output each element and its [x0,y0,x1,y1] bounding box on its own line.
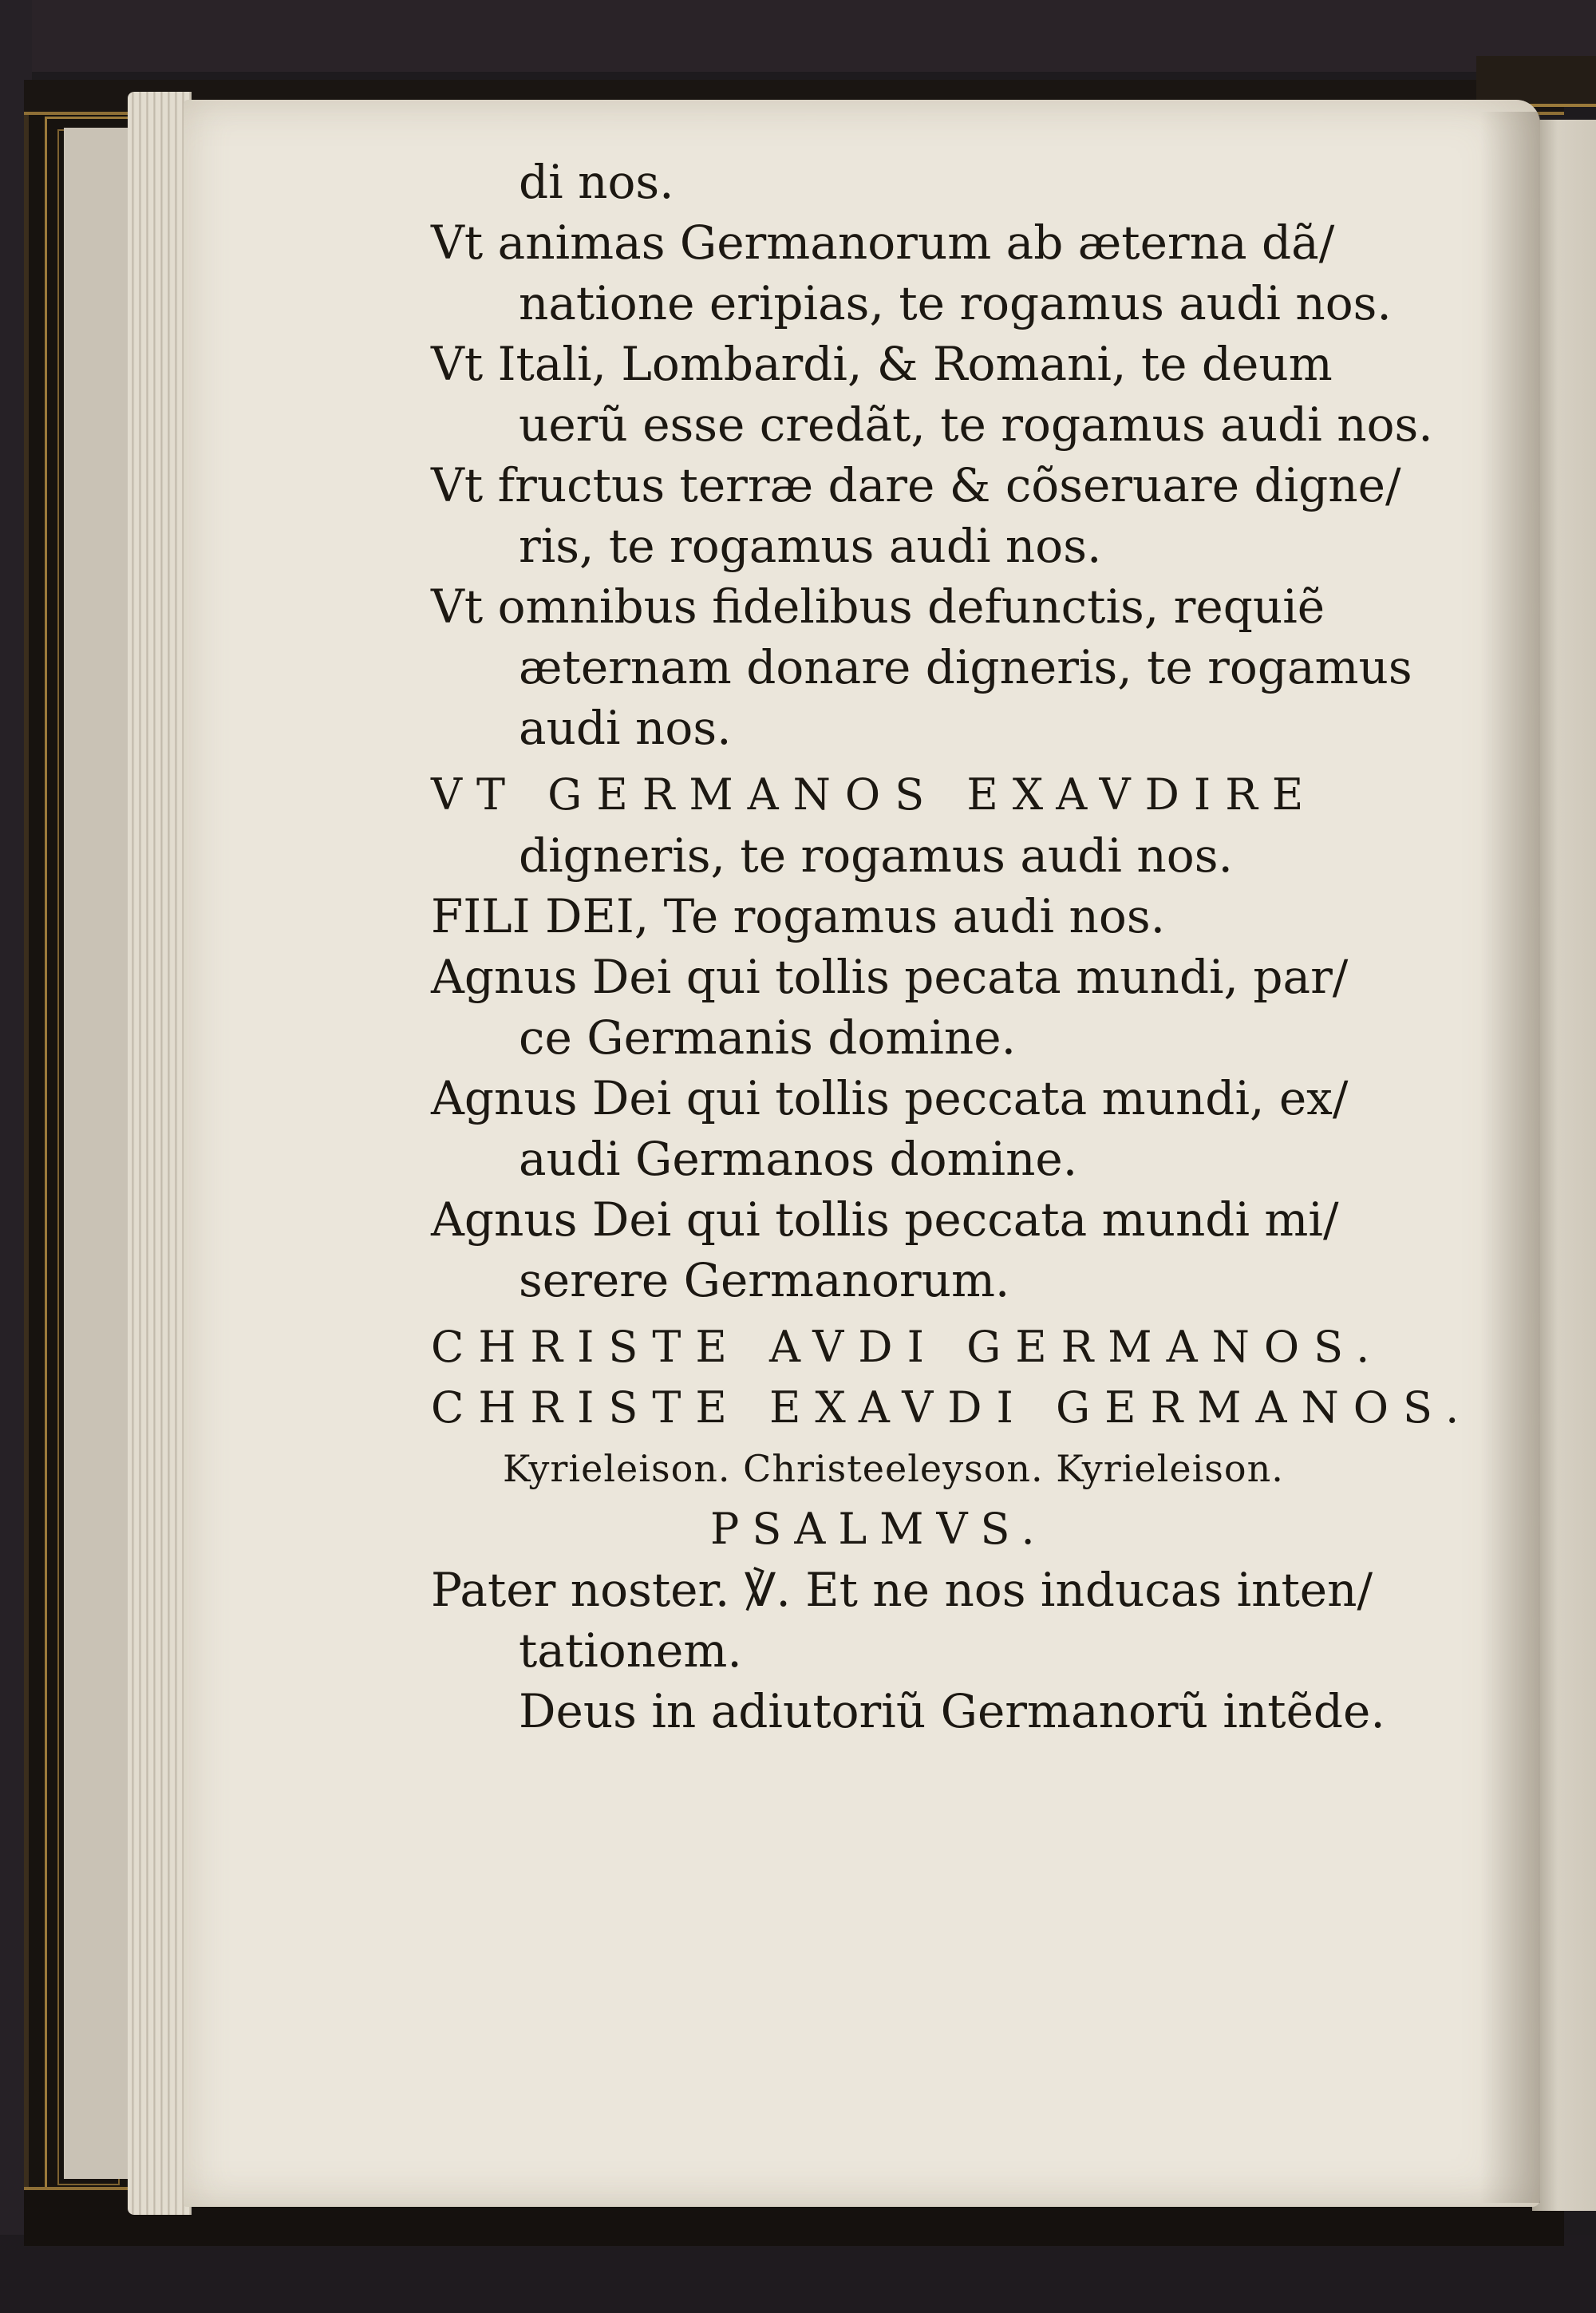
text-line: di nos. [519,155,674,209]
text-line: Vt fructus terræ dare & cõseruare digne/ [431,458,1401,512]
text-line: digneris, te rogamus audi nos. [519,828,1233,883]
text-line: Vt omnibus fidelibus defunctis, requiẽ [431,579,1325,634]
text-line-small: Kyrieleison. Christeeleyson. Kyrieleison. [503,1447,1284,1490]
text-line-caps: CHRISTE EXAVDI GERMANOS. [431,1382,1474,1433]
text-line-caps: VT GERMANOS EXAVDIRE [431,769,1318,820]
text-line: ce Germanis domine. [519,1010,1017,1065]
text-line: tationem. [519,1623,742,1678]
text-line: uerũ esse credãt, te rogamus audi nos. [519,397,1433,452]
text-line: Pater noster. ℣. Et ne nos inducas inten/ [431,1563,1373,1617]
page-edges [128,92,192,2215]
facing-leaf [1532,120,1596,2211]
background-bottom [0,2235,1596,2313]
text-line: Agnus Dei qui tollis peccata mundi, ex/ [431,1071,1349,1125]
text-line: Agnus Dei qui tollis pecata mundi, par/ [431,950,1349,1004]
page-text [431,152,1500,1742]
text-line: ris, te rogamus audi nos. [519,519,1102,573]
text-line: natione eripias, te rogamus audi nos. [519,276,1392,330]
text-line: Deus in adiutoriũ Germanorũ intẽde. [519,1684,1385,1738]
text-line: serere Germanorum. [519,1253,1010,1307]
background-top [0,0,1596,72]
text-line: FILI DEI, Te rogamus audi nos. [431,889,1166,943]
text-line: Agnus Dei qui tollis peccata mundi mi/ [431,1192,1339,1247]
text-line: audi nos. [519,701,732,755]
text-line: audi Germanos domine. [519,1132,1078,1186]
text-line-caps: CHRISTE AVDI GERMANOS. [431,1322,1385,1372]
text-line: æternam donare digneris, te rogamus [519,640,1412,694]
psalm-heading: PSALMVS. [710,1504,1048,1554]
pastedown [64,128,136,2179]
text-line: Vt Itali, Lombardi, & Romani, te deum [431,337,1333,391]
text-line: Vt animas Germanorum ab æterna dã/ [431,215,1335,270]
